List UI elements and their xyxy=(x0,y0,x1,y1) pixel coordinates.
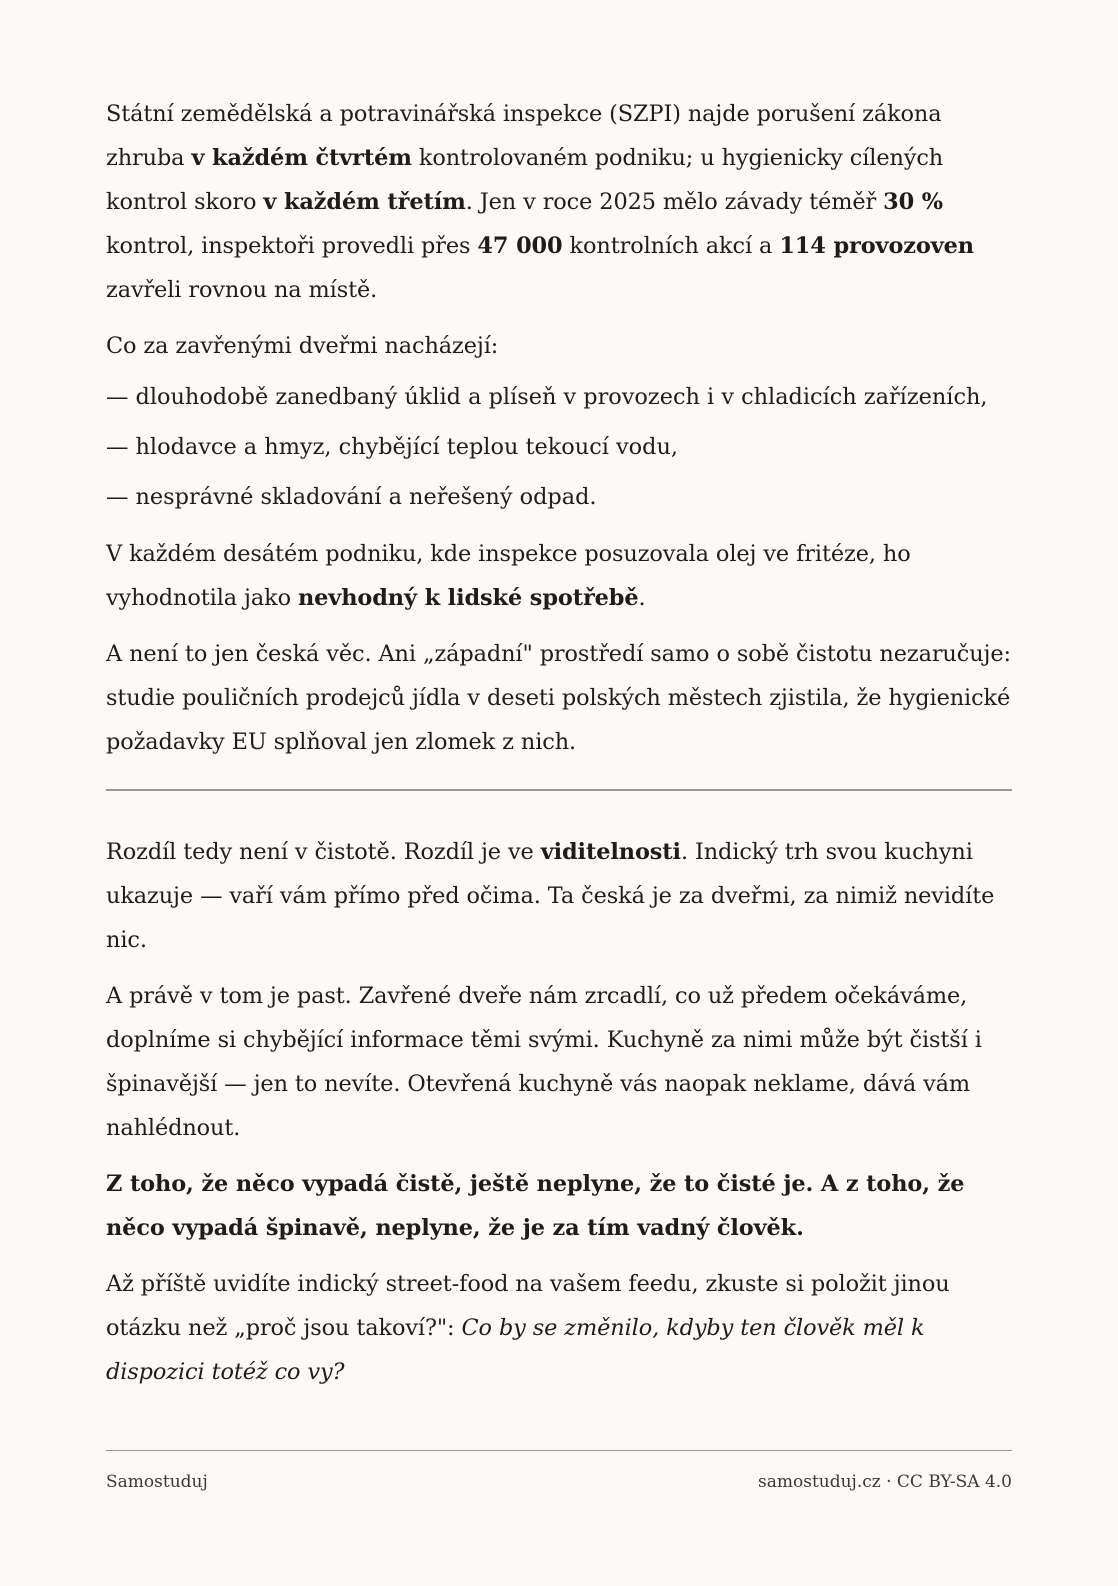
bold-quarter: v každém čtvrtém xyxy=(191,145,412,171)
bold-unfit: nevhodný k lidské spotřebě xyxy=(297,585,639,611)
paragraph-frying-oil: V každém desátém podniku, kde inspekce posuzovala olej ve fritéze, ho vyhodnotila jako nevhodný k lidské spotřebě. xyxy=(106,541,911,611)
paragraph-closing-question: Až příště uvidíte indický street-food na vašem feedu, zkuste si položit jinou otázku než „proč jsou takoví?": Co by se změnilo, kdyby ten člověk měl k dispozici totéž co vy? xyxy=(106,1271,950,1385)
page-footer xyxy=(106,1472,1012,1492)
italic-question: Co by se změnilo, kdyby ten člověk měl k dispozici totéž co vy? xyxy=(106,1315,925,1385)
list-item: — dlouhodobě zanedbaný úklid a plíseň v provozech i v chladicích zařízeních, xyxy=(106,384,988,410)
paragraph-trap: A právě v tom je past. Zavřené dveře nám zrcadlí, co už předem očekáváme, doplníme si chybějící informace těmi svými. Kuchyně za nimi může být čistší i špinavější — jen to nevíte. Otevřená kuchyně vás naopak neklame, dává vám nahlédnout. xyxy=(106,983,982,1141)
bold-inspections-count: 47 000 xyxy=(477,233,563,259)
list-item: — nesprávné skladování a neřešený odpad. xyxy=(106,484,597,510)
bold-closed-count: 114 provozoven xyxy=(779,233,974,259)
paragraph-key-statement: Z toho, že něco vypadá čistě, ještě neplyne, že to čisté je. A z toho, že něco vypadá špinavě, neplyne, že je za tím vadný člověk. xyxy=(106,1171,965,1241)
paragraph-szpi-stats: Státní zemědělská a potravinářská inspekce (SZPI) najde porušení zákona zhruba v každém čtvrtém kontrolovaném podniku; u hygienicky cílených kontrol skoro v každém třetím. Jen v roce 2025 mělo závady téměř 30 % kontrol, inspektoři provedli přes 47 000 kontrolních akcí a 114 provozoven zavřeli rovnou na místě. xyxy=(106,101,974,303)
bold-visibility: viditelnosti xyxy=(540,839,681,865)
footer-divider xyxy=(106,1450,1012,1451)
paragraph-visibility: Rozdíl tedy není v čistotě. Rozdíl je ve viditelnosti. Indický trh svou kuchyni ukazuje — vaří vám přímo před očima. Ta česká je za dveřmi, za nimiž nevidíte nic. xyxy=(106,839,995,953)
section-conclusion xyxy=(106,830,1012,1394)
footer-license: samostuduj.cz · CC BY-SA 4.0 xyxy=(758,1472,1012,1492)
section-facts xyxy=(106,92,1012,764)
paragraph-findings-intro: Co za zavřenými dveřmi nacházejí: xyxy=(106,333,499,359)
bold-percent: 30 % xyxy=(883,189,943,215)
section-divider xyxy=(106,789,1012,791)
footer-brand: Samostuduj xyxy=(106,1472,208,1492)
list-item: — hlodavce a hmyz, chybějící teplou tekoucí vodu, xyxy=(106,434,679,460)
bold-third: v každém třetím xyxy=(263,189,466,215)
paragraph-western: A není to jen česká věc. Ani „západní" prostředí samo o sobě čistotu nezaručuje: studie pouličních prodejců jídla v deseti polských městech zjistila, že hygienické požadavky EU splňoval jen zlomek z nich. xyxy=(106,641,1011,755)
